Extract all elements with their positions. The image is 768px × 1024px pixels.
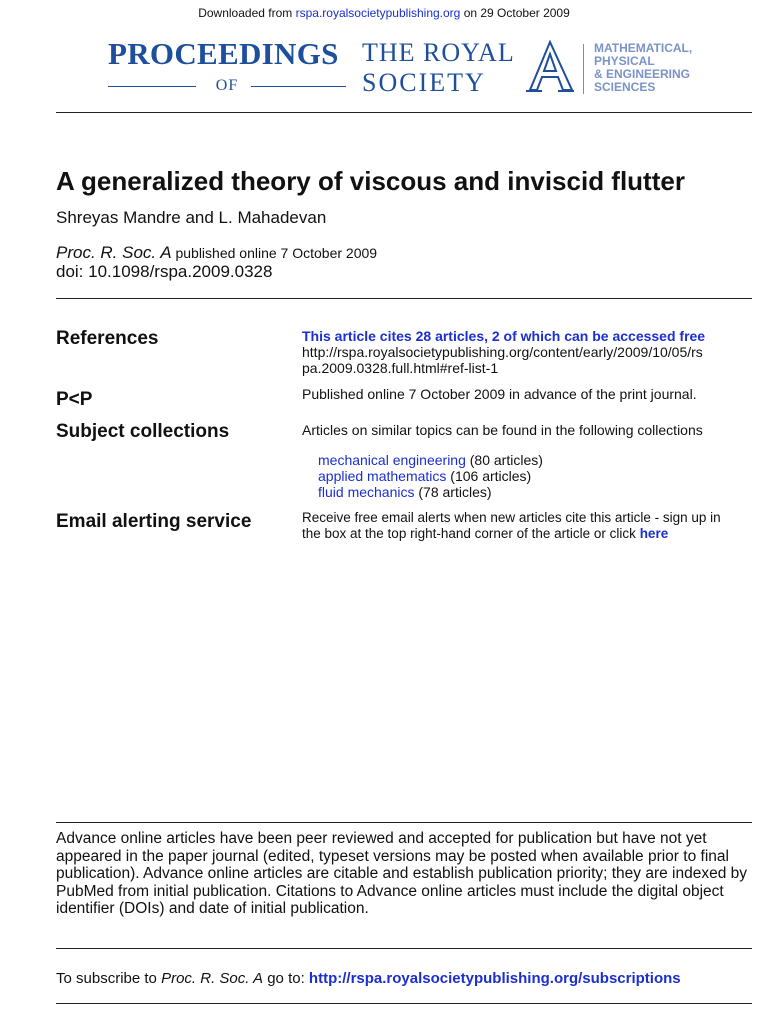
subject-collections-label: Subject collections — [56, 421, 230, 442]
notice-bottom-rule — [56, 948, 752, 949]
references-cite-link[interactable]: This article cites 28 articles, 2 of which can be accessed free — [302, 328, 706, 344]
collection-count: (78 articles) — [414, 484, 492, 500]
subscribe-middle: go to: — [263, 970, 309, 987]
series-line-1: MATHEMATICAL, — [594, 41, 693, 55]
references-url-line-1: http://rspa.royalsocietypublishing.org/content/early/2009/10/05/rs — [302, 344, 703, 360]
subscribe-link[interactable]: http://rspa.royalsocietypublishing.org/subscriptions — [308, 970, 681, 987]
masthead-of-rule-right — [251, 86, 346, 87]
advance-online-notice: Advance online articles have been peer reviewed and accepted for publication but have not yet appeared in the paper journal (edited, typeset versions may be posted when available prior to final publication). Advance online articles are citable and establish publication priority; they are indexed by PubMed from initial publication. Citations to Advance online articles must include the digital object identifier (DOIs) and date of initial publication. — [56, 830, 748, 917]
article-doi: doi: 10.1098/rspa.2009.0328 — [56, 262, 273, 281]
email-text-line-2: the box at the top right-hand corner of the article or click — [302, 526, 640, 541]
references-text — [302, 328, 705, 376]
email-text-line-1: Receive free email alerts when new articles cite this article - sign up in — [302, 510, 721, 525]
header-rule — [56, 112, 752, 113]
collection-link-applied-mathematics[interactable]: applied mathematics — [318, 468, 447, 484]
collection-count: (80 articles) — [465, 452, 543, 468]
references-label: References — [56, 328, 159, 349]
footer-rule — [56, 1003, 752, 1004]
notice-top-rule — [56, 822, 752, 823]
series-line-4: SCIENCES — [594, 80, 656, 94]
references-url-line-2: pa.2009.0328.full.html#ref-list-1 — [302, 360, 499, 376]
series-line-2: PHYSICAL — [594, 54, 655, 68]
collection-link-mechanical-engineering[interactable]: mechanical engineering — [318, 452, 466, 468]
collection-item — [318, 484, 543, 500]
collection-item — [318, 452, 543, 468]
masthead-of — [108, 77, 346, 95]
masthead-of-word: OF — [215, 77, 239, 94]
collections-list — [318, 452, 543, 500]
masthead-proceedings: PROCEEDINGS — [108, 36, 339, 71]
email-alerting-label: Email alerting service — [56, 511, 252, 532]
journal-name: Proc. R. Soc. A — [56, 243, 172, 262]
published-date: published online 7 October 2009 — [171, 245, 378, 261]
download-suffix: on 29 October 2009 — [460, 6, 570, 20]
masthead-divider — [583, 44, 584, 94]
subscribe-line — [56, 970, 681, 987]
article-authors: Shreyas Mandre and L. Mahadevan — [56, 208, 327, 227]
pp-text: Published online 7 October 2009 in advance of the print journal. — [302, 386, 697, 402]
series-a-logo — [524, 40, 576, 94]
email-alerting-text — [302, 510, 721, 542]
subscribe-prefix: To subscribe to — [56, 970, 162, 987]
pp-label: P<P — [56, 389, 93, 410]
download-prefix: Downloaded from — [198, 6, 296, 20]
collection-link-fluid-mechanics[interactable]: fluid mechanics — [318, 484, 415, 500]
email-here-link[interactable]: here — [639, 526, 669, 541]
subscribe-journal: Proc. R. Soc. A — [161, 970, 264, 987]
series-line-3: & ENGINEERING — [594, 67, 691, 81]
subject-collections-intro: Articles on similar topics can be found in the following collections — [302, 422, 703, 438]
journal-line — [56, 243, 377, 263]
download-site-link[interactable]: rspa.royalsocietypublishing.org — [295, 6, 461, 20]
masthead-the-royal: THE ROYAL — [362, 38, 515, 67]
info-rule — [56, 298, 752, 299]
collection-item — [318, 468, 543, 484]
article-title: A generalized theory of viscous and inviscid flutter — [56, 166, 685, 196]
download-notice — [0, 6, 768, 20]
masthead-society: SOCIETY — [362, 68, 486, 97]
series-name — [594, 42, 692, 94]
collection-count: (106 articles) — [446, 468, 532, 484]
